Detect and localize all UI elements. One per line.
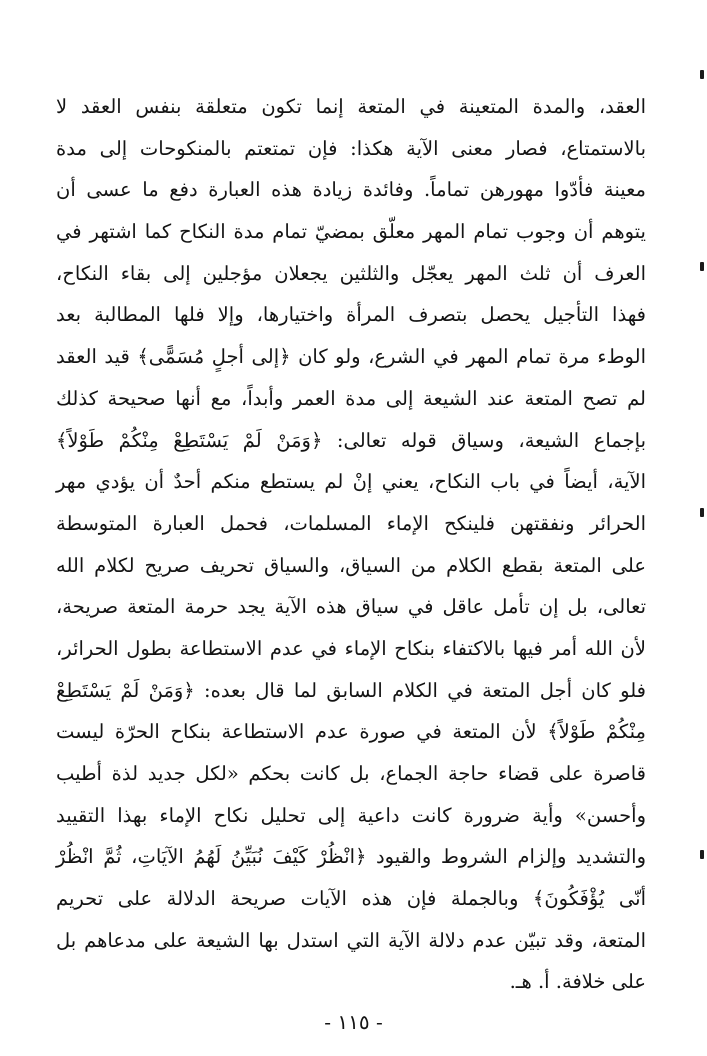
text-line: الآية، أيضاً في باب النكاح، يعني إنْ لم يستطع منكم أحدٌ أن يؤدي مهر [56, 470, 646, 494]
margin-mark [700, 508, 704, 517]
text-line: على خلافة. أ. هـ. [509, 970, 646, 994]
text-line: تعالى، بل إن تأمل عاقل في سياق هذه الآية يجد حرمة المتعة صريحة، [56, 595, 646, 619]
text-line: العقد، والمدة المتعينة في المتعة إنما تكون متعلقة بنفس العقد لا [56, 95, 646, 118]
text-line: على المتعة بقطع الكلام من السياق، والسياق تحريف صريح لكلام الله [56, 553, 646, 577]
text-line: لأن الله أمر فيها بالاكتفاء بنكاح الإماء في عدم الاستطاعة بطول الحرائر، [56, 636, 646, 660]
text-line: بالاستمتاع، فصار معنى الآية هكذا: فإن تمتعتم بالمنكوحات إلى مدة [56, 136, 646, 160]
text-line: والتشديد وإلزام الشروط والقيود ﴿انْظُرْ كَيْفَ نُبَيِّنُ لَهُمُ الآيَاتِ، ثُمَّ انْظُرْ [56, 845, 646, 869]
margin-mark [700, 70, 704, 79]
text-line: فهذا التأجيل يحصل بتصرف المرأة واختيارها، وإلا فلها المطالبة بعد [56, 303, 646, 327]
text-line: المتعة، وقد تبيّن عدم دلالة الآية التي استدل بها الشيعة على مدعاهم بل [56, 928, 646, 952]
text-line: الحرائر ونفقتهن فلينكح الإماء المسلمات، فحمل العبارة المتوسطة [56, 511, 646, 535]
text-line: الوطء مرة تمام المهر في الشرع، ولو كان ﴿إلى أجلٍ مُسَمًّى﴾ قيد العقد [56, 345, 646, 369]
body-text [56, 86, 646, 1003]
text-line: لم تصح المتعة عند الشيعة إلى مدة العمر وأبداً، مع أنها صحيحة كذلك [56, 386, 646, 410]
text-line: فلو كان أجل المتعة في الكلام السابق لما قال بعده: ﴿وَمَنْ لَمْ يَسْتَطِعْ [56, 678, 646, 702]
margin-mark [700, 262, 704, 271]
text-line: يتوهم أن وجوب تمام المهر معلّق بمضيّ تمام مدة النكاح كما اشتهر في [56, 220, 646, 244]
text-line: أنّى يُؤْفَكُونَ﴾ وبالجملة فإن هذه الآيات صريحة الدلالة على تحريم [56, 887, 646, 911]
text-line: قاصرة على قضاء حاجة الجماع، بل كانت بحكم «لكل جديد لذة أطيب [56, 762, 646, 785]
text-line: العرف أن ثلث المهر يعجّل والثلثين يجعلان مؤجلين إلى بقاء النكاح، [56, 261, 646, 285]
text-line: وأحسن» وأية ضرورة كانت داعية إلى تحليل نكاح الإماء بهذا التقييد [56, 803, 646, 827]
text-line: مِنْكُمْ طَوْلاً﴾ لأن المتعة في صورة عدم الاستطاعة بنكاح الحرّة ليست [56, 720, 646, 744]
text-line: معينة فأدّوا مهورهن تماماً. وفائدة زيادة هذه العبارة دفع ما عسى أن [56, 178, 646, 202]
page-number: - ١١٥ - [324, 1010, 383, 1034]
margin-mark [700, 850, 704, 859]
text-line: بإجماع الشيعة، وسياق قوله تعالى: ﴿وَمَنْ لَمْ يَسْتَطِعْ مِنْكُمْ طَوْلاً﴾ [56, 428, 646, 452]
